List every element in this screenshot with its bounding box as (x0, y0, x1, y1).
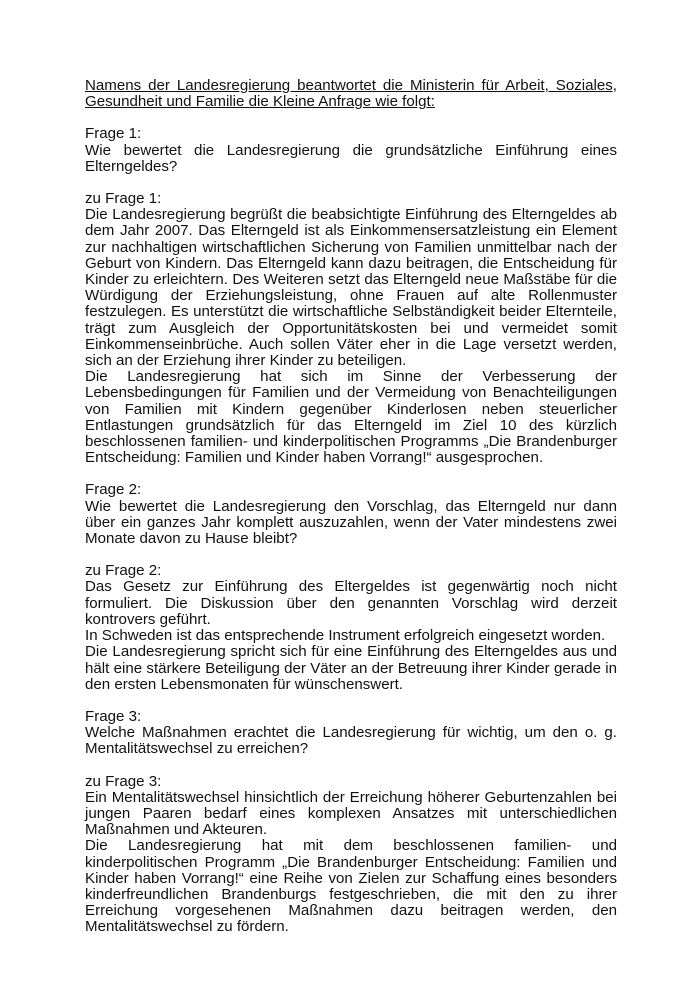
answer-paragraph: Die Landesregierung hat sich im Sinne der Verbesserung der Lebensbedingungen für Familien und der Vermeidung von Benachteiligungen von Familien mit Kindern gegenüber Kinderlosen neben steuerlicher Entlastungen grundsätzlich für das Elterngeld im Ziel 10 des kürzlich beschlossenen familien- und kinderpolitischen Programms „Die Brandenburger Entscheidung: Familien und Kinder haben Vorrang!“ ausgesprochen. (85, 368, 617, 467)
section-frage-3 (85, 709, 617, 758)
answer-paragraph: Die Landesregierung begrüßt die beabsichtigte Einführung des Elterngeldes ab dem Jahr 2007. Das Elterngeld ist als Einkommensersatzleistung ein Element zur nachhaltigen wirtschaftlichen Sicherung von Familien unmittelbar nach der Geburt von Kindern. Das Elterngeld kann dazu beitragen, die Entscheidung für Kinder zu erleichtern. Des Weiteren setzt das Elterngeld neue Maßstäbe für die Würdigung der Erziehungsleistung, ohne Frauen auf alte Rollenmuster festzulegen. Es unterstützt die wirtschaftliche Selbständigkeit beider Elternteile, trägt zum Ausgleich der Opportunitätskosten bei und vermeidet somit Einkommenseinbrüche. Auch sollen Väter eher in die Lage versetzt werden, sich an der Erziehung ihrer Kinder zu beteiligen. (85, 206, 617, 370)
answer-paragraph: Die Landesregierung hat mit dem beschlossenen familien- und kinderpolitischen Programm „Die Brandenburger Entscheidung: Familien und Kinder haben Vorrang!“ eine Reihe von Zielen zur Schaffung eines besonders kinderfreundlichen Brandenburgs festgeschrieben, die mit den zu ihrer Erreichung vorgesehenen Maßnahmen dazu beitragen werden, den Mentalitätswechsel zu fördern. (85, 837, 617, 936)
section-antwort-3 (85, 774, 617, 936)
section-label: zu Frage 3: (85, 772, 162, 790)
question-text: Wie bewertet die Landesregierung den Vorschlag, das Elterngeld nur dann über ein ganzes Jahr komplett auszuzahlen, wenn der Vater mindestens zwei Monate davon zu Hause bleibt? (85, 497, 617, 548)
section-label: Frage 3: (85, 707, 142, 725)
section-antwort-2 (85, 563, 617, 693)
answer-paragraph: In Schweden ist das entsprechende Instrument erfolgreich eingesetzt worden. (85, 627, 606, 645)
section-label: zu Frage 2: (85, 562, 162, 580)
answer-paragraph: Das Gesetz zur Einführung des Eltergeldes ist gegenwärtig noch nicht formuliert. Die Diskussion über den genannten Vorschlag wird derzeit kontrovers geführt. (85, 578, 617, 628)
answer-paragraph: Ein Mentalitätswechsel hinsichtlich der Erreichung höherer Geburtenzahlen bei jungen Paaren bedarf eines komplexen Ansatzes mit unterschiedlichen Maßnahmen und Akteuren. (85, 788, 617, 839)
document-page (85, 78, 617, 952)
section-label: Frage 1: (85, 125, 142, 143)
section-label: zu Frage 1: (85, 190, 162, 208)
question-text: Welche Maßnahmen erachtet die Landesregierung für wichtig, um den o. g. Mentalitätswechsel zu erreichen? (85, 724, 617, 758)
section-label: Frage 2: (85, 481, 142, 499)
section-frage-2 (85, 482, 617, 547)
section-frage-1 (85, 126, 617, 175)
section-antwort-1 (85, 191, 617, 466)
intro-text: Namens der Landesregierung beantwortet die Ministerin für Arbeit, Soziales, Gesundheit und Familie die Kleine Anfrage wie folgt: (85, 77, 617, 111)
question-text: Wie bewertet die Landesregierung die grundsätzliche Einführung eines Elterngeldes? (85, 141, 617, 175)
answer-paragraph: Die Landesregierung spricht sich für eine Einführung des Elterngeldes aus und hält eine stärkere Beteiligung der Väter an der Betreuung ihrer Kinder gerade in den ersten Lebensmonaten für wünschenswert. (85, 643, 617, 693)
